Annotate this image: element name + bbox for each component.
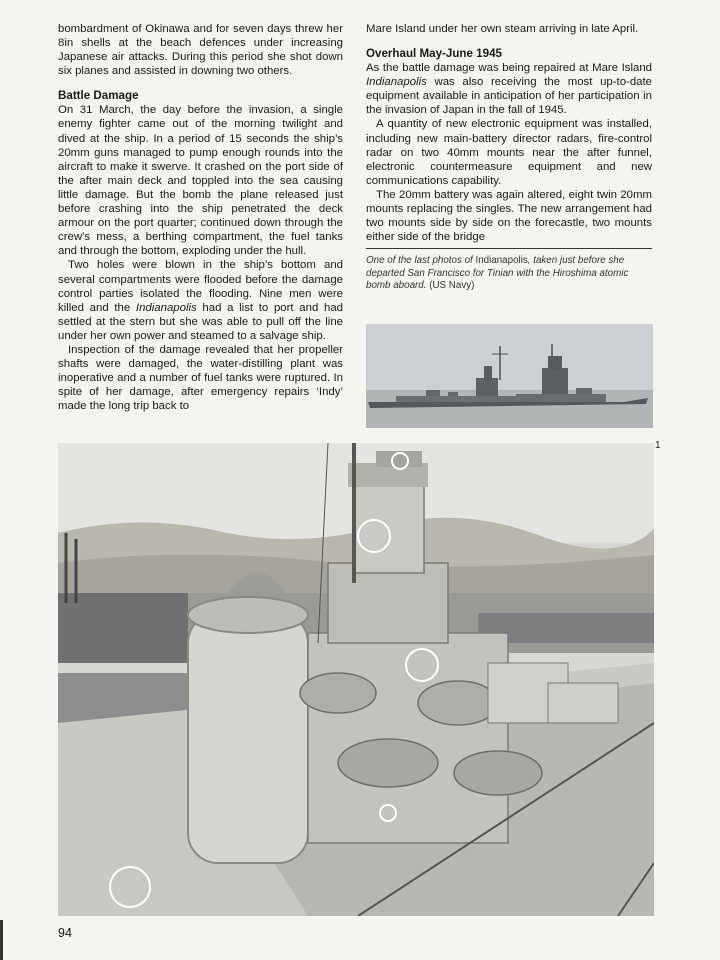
caption-text: , taken just before she departed San Francisco for Tinian with the Hiroshima atomic bomb aboard.: [366, 255, 629, 292]
text-run: had a list to port and had settled at the stern but she was able to pull off the line under her own power and steamed to a salvage ship.: [58, 301, 343, 342]
binding-edge-mark: [0, 920, 3, 960]
text-run: As the battle damage was being repaired at Mare Island: [366, 62, 652, 75]
caption-ship-name: Indianapolis: [475, 255, 528, 267]
caption-text: One of the last photos of: [366, 255, 476, 267]
body-paragraph: Mare Island under her own steam arriving in late April.: [366, 23, 639, 35]
section-heading-overhaul: Overhaul May-June 1945: [366, 47, 502, 61]
left-column: [58, 22, 343, 413]
text-run: was also receiving the most up-to-date equipment available in anticipation of her participation in the invasion of Japan in the fall of 1945.: [366, 76, 652, 117]
body-paragraph: A quantity of new electronic equipment was installed, including new main-battery director radars, fire-control radar on two 40mm mounts near the after funnel, electronic countermeasure equipment and new communications capability.: [366, 118, 652, 187]
body-paragraph: The 20mm battery was again altered, eight twin 20mm mounts replacing the singles. The new arrangement had two mounts side by side on the forecastle, two mounts either side of the bridge: [366, 188, 652, 244]
ship-overhaul-photo: [58, 443, 654, 916]
ship-at-sea-photo: [366, 324, 653, 428]
ship-silhouette-illustration: [366, 324, 653, 428]
body-paragraph: bombardment of Okinawa and for seven days threw her 8in shells at the beach defences under increasing Japanese air attacks. During this period she shot down six planes and assisted in downing two others.: [58, 23, 343, 78]
photo-caption: [366, 255, 652, 292]
ship-name: Indianapolis: [366, 76, 427, 89]
ship-overhead-illustration: [58, 443, 654, 916]
caption-divider: [366, 248, 652, 249]
body-paragraph: Inspection of the damage revealed that her propeller shafts were damaged, the water-distilling plant was inoperative and a number of fuel tanks were ruptured. In spite of her damage, after emergency repairs ‘Indy’ made the long trip back to: [58, 343, 343, 413]
section-heading-battle-damage: Battle Damage: [58, 89, 139, 103]
photo-credit: (US Navy): [429, 280, 475, 292]
ship-name: Indianapolis: [135, 301, 197, 314]
body-paragraph: On 31 March, the day before the invasion, a single enemy fighter came out of the morning twilight and dived at the ship. In a period of 15 seconds the ship’s 20mm guns managed to pump enough rounds into the aircraft to make it swerve. It crashed on the port side of the after main deck and toppled into the sea causing little damage. But the bomb the plane released just before crashing into the ship penetrated the deck armour on the port quarter; continued down through the crew’s mess, a berthing compartment, the fuel tanks and through the bottom, exploding under the hull.: [58, 104, 343, 258]
margin-number: 1: [655, 440, 661, 451]
page-number: 94: [58, 926, 72, 940]
right-column: [366, 22, 652, 293]
text-run: Two holes were blown in the ship’s bottom and several compartments were flooded before the damage control parties isolated the flooding. Nine men were killed and the: [58, 259, 343, 314]
body-paragraph: [366, 61, 652, 117]
body-paragraph: [58, 258, 343, 343]
